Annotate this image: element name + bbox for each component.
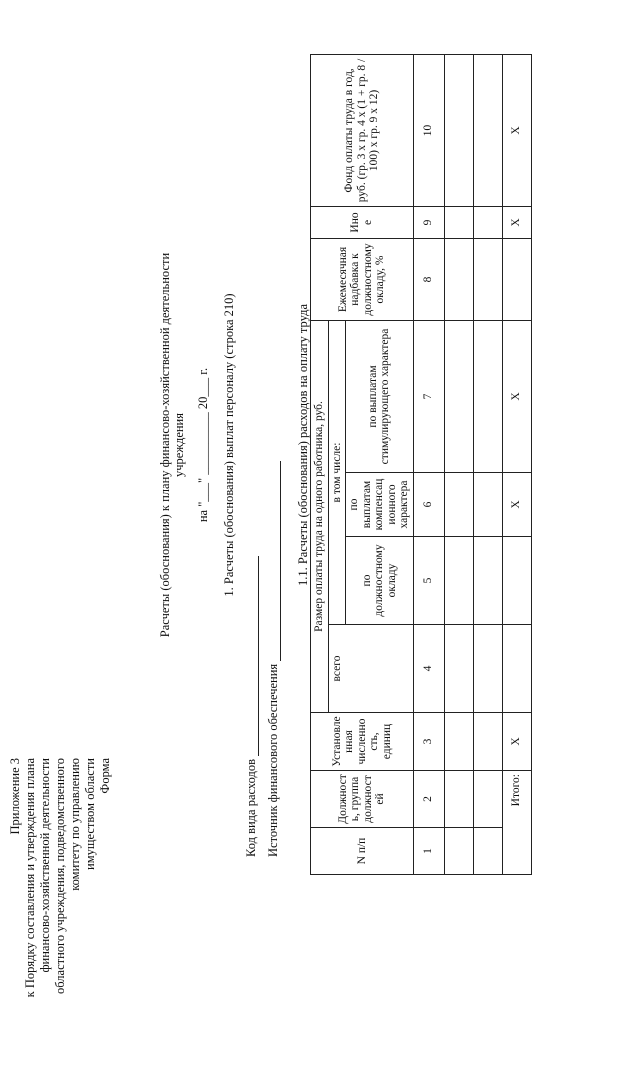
table-cell — [473, 828, 502, 875]
appendix-header — [8, 758, 113, 1088]
col-num: 1 — [413, 828, 444, 875]
table-cell — [444, 54, 473, 206]
col-num: 5 — [413, 537, 444, 625]
header-total: всего — [328, 625, 413, 713]
document-title-cont: учреждения — [172, 413, 186, 478]
table-subtitle: 1.1. Расчеты (обоснования) расходов на оплату труда — [296, 304, 310, 587]
table-cell — [473, 771, 502, 828]
table-cell — [444, 537, 473, 625]
col-num: 4 — [413, 625, 444, 713]
table-cell — [473, 238, 502, 320]
date-line: на "___" __________ 20___ г. — [196, 367, 210, 523]
total-cell — [502, 625, 531, 713]
total-cell: X — [502, 713, 531, 771]
code-field — [244, 556, 259, 857]
empty-row — [473, 54, 502, 874]
header-incl: в том числе: — [328, 320, 346, 624]
col-num: 2 — [413, 771, 444, 828]
code-underline — [245, 556, 259, 756]
code-label: Код вида расходов — [244, 758, 258, 857]
appendix-line: областного учреждения, подведомственного — [53, 758, 67, 994]
payroll-table — [310, 54, 532, 875]
header-other: Иное — [311, 206, 414, 238]
table-cell — [444, 771, 473, 828]
col-num: 3 — [413, 713, 444, 771]
appendix-line: финансово-хозяйственной деятельности — [38, 758, 52, 973]
table-cell — [444, 206, 473, 238]
header-staff: Установленная численность, единиц — [311, 713, 414, 771]
source-label: Источник финансового обеспечения — [266, 663, 280, 857]
total-cell: X — [502, 320, 531, 472]
total-cell: X — [502, 54, 531, 206]
column-number-row — [413, 54, 444, 874]
table-cell — [473, 473, 502, 537]
header-salary: по должностному окладу — [346, 537, 414, 625]
appendix-line: комитету по управлению — [68, 758, 82, 891]
section-title: 1. Расчеты (обоснования) выплат персоналу (строка 210) — [222, 293, 236, 597]
empty-row — [444, 54, 473, 874]
total-cell — [502, 537, 531, 625]
header-np: N п/п — [311, 828, 414, 875]
table-cell — [444, 238, 473, 320]
total-label: Итого: — [502, 771, 531, 875]
table-cell — [444, 320, 473, 472]
table-cell — [473, 625, 502, 713]
appendix-line: к Порядку составления и утверждения плана — [23, 758, 37, 998]
table-cell — [473, 320, 502, 472]
appendix-line: имуществом области — [83, 758, 97, 870]
col-num: 7 — [413, 320, 444, 472]
col-num: 9 — [413, 206, 444, 238]
source-underline — [267, 461, 281, 661]
total-cell: X — [502, 206, 531, 238]
header-fund: Фонд оплаты труда в год, руб. (гр. 3 х гр. 4 х (1 + гр. 8 / 100) х гр. 9 х 12) — [311, 54, 414, 206]
header-comp: по выплатам компенсационного характера — [346, 473, 414, 537]
source-field — [266, 461, 281, 857]
total-cell — [502, 238, 531, 320]
col-num: 8 — [413, 238, 444, 320]
table-cell — [444, 713, 473, 771]
table-cell — [444, 625, 473, 713]
document-title: Расчеты (обоснования) к плану финансово-хозяйственной деятельности — [158, 252, 172, 638]
header-row-1 — [311, 54, 329, 874]
header-monthly: Ежемесячная надбавка к должностному окладу, % — [311, 238, 414, 320]
col-num: 10 — [413, 54, 444, 206]
table-cell — [473, 713, 502, 771]
appendix-line: Форма — [98, 758, 112, 794]
total-cell: X — [502, 473, 531, 537]
header-stim: по выплатам стимулирующего характера — [346, 320, 414, 472]
header-position: Должность, группа должностей — [311, 771, 414, 828]
appendix-line: Приложение 3 — [8, 758, 22, 835]
table-cell — [444, 473, 473, 537]
table-cell — [444, 828, 473, 875]
header-pay-group: Размер оплаты труда на одного работника, руб. — [311, 320, 329, 712]
table-cell — [473, 206, 502, 238]
col-num: 6 — [413, 473, 444, 537]
total-row — [502, 54, 531, 874]
table-cell — [473, 54, 502, 206]
table-cell — [473, 537, 502, 625]
